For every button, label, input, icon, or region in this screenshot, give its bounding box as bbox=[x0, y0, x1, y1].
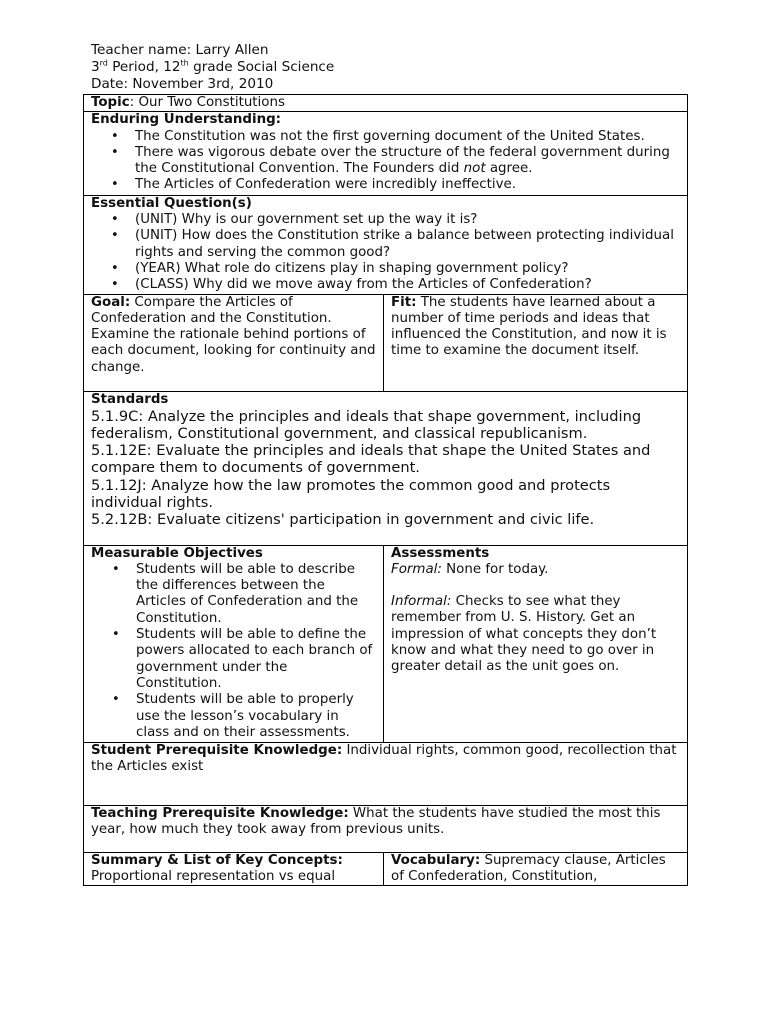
enduring-row bbox=[84, 112, 688, 195]
essential-row bbox=[84, 195, 688, 294]
topic-cell bbox=[84, 95, 688, 112]
objective-item: • Students will be able to define the powers allocated to each branch of government under the Constitution. bbox=[136, 627, 376, 692]
enduring-item: • There was vigorous debate over the structure of the federal government during the Constitutional Convention. The Founders did not agree. bbox=[135, 145, 680, 178]
formal-assessment: Formal: None for today. bbox=[391, 561, 549, 577]
teacher-name: Teacher name: Larry Allen bbox=[91, 42, 269, 58]
objectives-assessments-row bbox=[84, 545, 688, 742]
summary-label: Summary & List of Key Concepts: bbox=[91, 852, 343, 868]
standards-label: Standards bbox=[91, 391, 169, 407]
objective-item: • Students will be able to properly use the lesson’s vocabulary in class and on their assessments. bbox=[136, 692, 376, 741]
fit-cell bbox=[384, 294, 688, 391]
essential-item: • (CLASS) Why did we move away from the Articles of Confederation? bbox=[135, 277, 680, 293]
topic-row bbox=[84, 95, 688, 112]
goal-cell bbox=[84, 294, 384, 391]
informal-assessment: Informal: Checks to see what they remember from U. S. History. Get an impression of what concepts they don’t know and what they need to go over in greater detail as the unit goes on. bbox=[391, 594, 657, 675]
objectives-cell bbox=[84, 545, 384, 742]
student-prereq-label: Student Prerequisite Knowledge: bbox=[91, 742, 343, 758]
topic-value: : Our Two Constitutions bbox=[129, 95, 285, 110]
summary-vocabulary-row bbox=[84, 852, 688, 886]
student-prereq-cell bbox=[84, 742, 688, 805]
standard-item: 5.1.12J: Analyze how the law promotes the common good and protects individual rights. bbox=[91, 476, 611, 512]
essential-label: Essential Question(s) bbox=[91, 195, 252, 211]
lesson-plan-table bbox=[83, 94, 688, 886]
essential-item: • (UNIT) How does the Constitution strike a balance between protecting individual rights and serving the common good? bbox=[135, 228, 680, 261]
enduring-cell bbox=[84, 112, 688, 195]
enduring-item: • The Constitution was not the first governing document of the United States. bbox=[135, 129, 680, 145]
summary-cell bbox=[84, 852, 384, 886]
student-prereq-text: Individual rights, common good, recollection that the Articles exist bbox=[91, 742, 677, 774]
standards-cell bbox=[84, 391, 688, 545]
student-prereq-row bbox=[84, 742, 688, 805]
objectives-list bbox=[91, 562, 376, 741]
teaching-prereq-row bbox=[84, 805, 688, 852]
enduring-list bbox=[91, 129, 680, 194]
goal-label: Goal: bbox=[91, 294, 131, 310]
essential-item: • (YEAR) What role do citizens play in shaping government policy? bbox=[135, 261, 680, 277]
enduring-label: Enduring Understanding: bbox=[91, 112, 282, 128]
assessments-label: Assessments bbox=[391, 545, 490, 561]
teaching-prereq-cell bbox=[84, 805, 688, 852]
vocabulary-label: Vocabulary: bbox=[391, 852, 481, 868]
essential-item: • (UNIT) Why is our government set up the way it is? bbox=[135, 212, 680, 228]
assessments-cell bbox=[384, 545, 688, 742]
objective-item: • Students will be able to describe the differences between the Articles of Confederation and the Constitution. bbox=[136, 562, 376, 627]
standard-item: 5.1.9C: Analyze the principles and ideals that shape government, including federalism, Constitutional government, and classical republicanism. bbox=[91, 407, 642, 442]
vocabulary-cell bbox=[384, 852, 688, 886]
summary-text: Proportional representation vs equal bbox=[91, 868, 336, 884]
teaching-prereq-text: What the students have studied the most this year, how much they took away from previous units. bbox=[91, 805, 661, 837]
essential-cell bbox=[84, 195, 688, 294]
fit-label: Fit: bbox=[391, 294, 417, 310]
essential-list bbox=[91, 212, 680, 293]
fit-text: The students have learned about a number of time periods and ideas that influenced the Constitution, and now it is time to examine the document itself. bbox=[391, 294, 667, 359]
goal-fit-row bbox=[84, 294, 688, 391]
period-grade: 3rd Period, 12th grade Social Science bbox=[91, 58, 335, 75]
header-block bbox=[91, 42, 334, 93]
topic-label: Topic bbox=[91, 95, 130, 110]
standards-row bbox=[84, 391, 688, 545]
lesson-date: Date: November 3rd, 2010 bbox=[91, 76, 274, 92]
goal-text: Compare the Articles of Confederation and the Constitution. Examine the rationale behind portions of each document, looking for continuity and change. bbox=[91, 294, 376, 375]
standard-item: 5.2.12B: Evaluate citizens' participation in government and civic life. bbox=[91, 511, 595, 529]
standard-item: 5.1.12E: Evaluate the principles and ideals that shape the United States and compare them to documents of government. bbox=[91, 442, 651, 477]
enduring-item: • The Articles of Confederation were incredibly ineffective. bbox=[135, 177, 680, 193]
vocabulary-text: Supremacy clause, Articles of Confederation, Constitution, bbox=[391, 852, 666, 884]
objectives-label: Measurable Objectives bbox=[91, 545, 263, 561]
teaching-prereq-label: Teaching Prerequisite Knowledge: bbox=[91, 805, 349, 821]
